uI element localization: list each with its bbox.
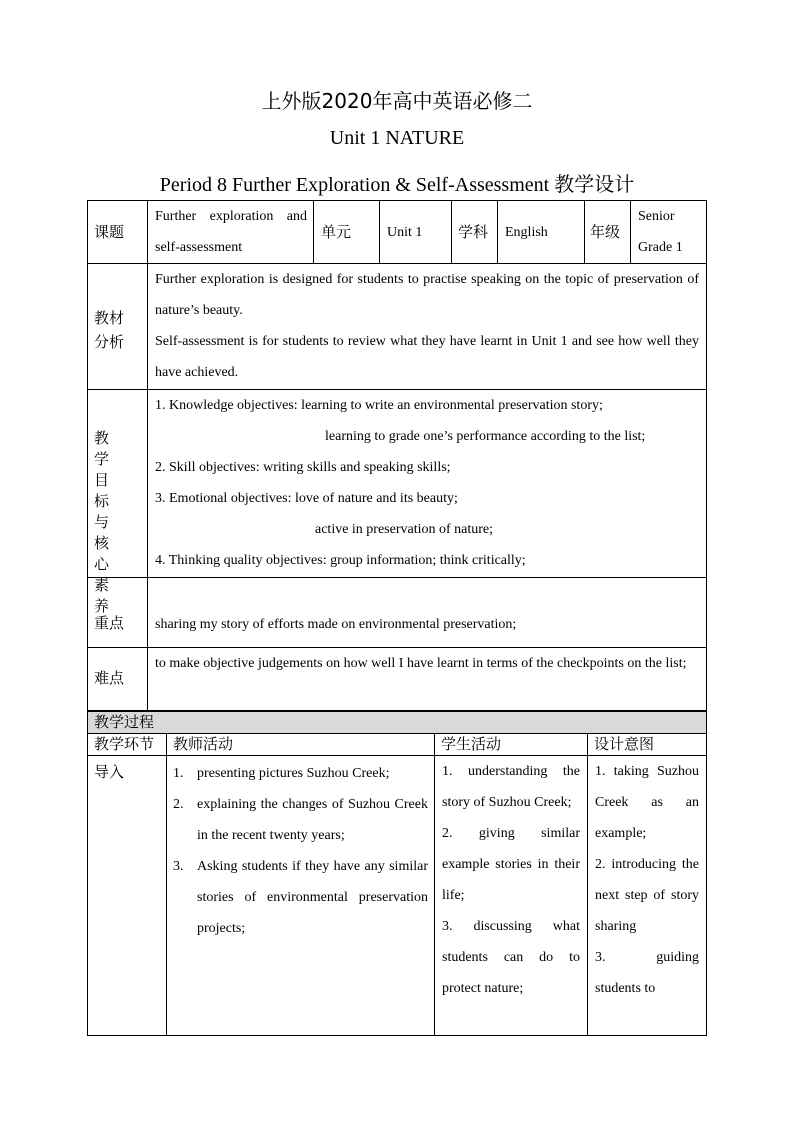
objectives-label: 教学目标与核心素养 bbox=[94, 429, 132, 615]
objectives-text bbox=[155, 390, 703, 577]
col-divider bbox=[147, 200, 148, 710]
analysis-label: 教材分析 bbox=[94, 309, 125, 351]
objective-line: 1. Knowledge objectives: learning to write an environmental preservation story; bbox=[155, 398, 603, 413]
teacher-activity-item: 2. explaining the changes of Suzhou Creek in the recent twenty years; bbox=[173, 797, 428, 843]
student-activity-item: 3. discussing what students can do to protect nature; bbox=[442, 919, 580, 996]
col-divider bbox=[313, 200, 314, 263]
objective-line: 3. Emotional objectives: love of nature and its beauty; bbox=[155, 491, 458, 506]
teacher-activity-item: 1. presenting pictures Suzhou Creek; bbox=[173, 766, 390, 781]
row-divider bbox=[87, 577, 707, 578]
difficult-point-text: to make objective judgements on how well I have learnt in terms of the checkpoints on the list; bbox=[155, 656, 687, 671]
student-activity-item: 2. giving similar example stories in their life; bbox=[442, 826, 580, 903]
grade-label: 年级 bbox=[590, 222, 621, 241]
design-intent-item: 2. introducing the next step of story sharing bbox=[595, 857, 699, 934]
design-intent-item: 1. taking Suzhou Creek as an example; bbox=[595, 764, 699, 841]
teacher-activities bbox=[173, 758, 428, 1028]
analysis-text bbox=[155, 264, 699, 389]
topic-label: 课题 bbox=[94, 222, 125, 241]
col-divider bbox=[451, 200, 452, 263]
stage-intro: 导入 bbox=[94, 763, 125, 781]
unit-label: 单元 bbox=[321, 222, 352, 241]
col-divider bbox=[497, 200, 498, 263]
design-intent-item: 3. guiding students to bbox=[595, 950, 699, 996]
objective-line: 4. Thinking quality objectives: group information; think critically; bbox=[155, 553, 526, 568]
student-activities bbox=[442, 756, 580, 1034]
subject-label: 学科 bbox=[458, 222, 489, 241]
analysis-paragraph: Self-assessment is for students to review what they have learnt in Unit 1 and see how well they have achieved. bbox=[155, 334, 699, 380]
doc-title-period: Period 8 Further Exploration & Self-Assessment 教学设计 bbox=[159, 174, 635, 196]
objective-line: 2. Skill objectives: writing skills and speaking skills; bbox=[155, 460, 451, 475]
column-header-teacher: 教师活动 bbox=[173, 735, 234, 753]
topic-value: Further exploration and self-assessment bbox=[155, 209, 307, 255]
subject-value: English bbox=[505, 224, 548, 240]
column-header-stage: 教学环节 bbox=[94, 735, 155, 753]
col-divider bbox=[379, 200, 380, 263]
col-divider bbox=[166, 733, 167, 1036]
column-header-student: 学生活动 bbox=[441, 735, 502, 753]
objective-line: learning to grade one’s performance according to the list; bbox=[325, 429, 646, 444]
key-point-text: sharing my story of efforts made on environmental preservation; bbox=[155, 617, 517, 632]
analysis-paragraph: Further exploration is designed for students to practise speaking on the topic of preservation of nature’s beauty. bbox=[155, 272, 699, 318]
difficult-point-label: 难点 bbox=[94, 669, 125, 687]
col-divider bbox=[434, 733, 435, 1036]
doc-title-course: 上外版2020年高中英语必修二 bbox=[261, 89, 533, 113]
doc-title-unit: Unit 1 NATURE bbox=[329, 127, 465, 149]
teacher-activity-item: 3. Asking students if they have any similar stories of environmental preservation projects; bbox=[173, 859, 428, 936]
design-intent bbox=[595, 756, 699, 1034]
grade-value: Senior Grade 1 bbox=[638, 209, 683, 255]
col-divider bbox=[584, 200, 585, 263]
unit-value: Unit 1 bbox=[387, 224, 423, 240]
process-section-band bbox=[88, 712, 706, 733]
objective-line: active in preservation of nature; bbox=[315, 522, 494, 537]
column-header-design: 设计意图 bbox=[594, 735, 655, 753]
col-divider bbox=[587, 733, 588, 1036]
student-activity-item: 1. understanding the story of Suzhou Creek; bbox=[442, 764, 580, 810]
col-divider bbox=[630, 200, 631, 263]
key-point-label: 重点 bbox=[94, 614, 125, 632]
process-section-title: 教学过程 bbox=[94, 713, 155, 731]
